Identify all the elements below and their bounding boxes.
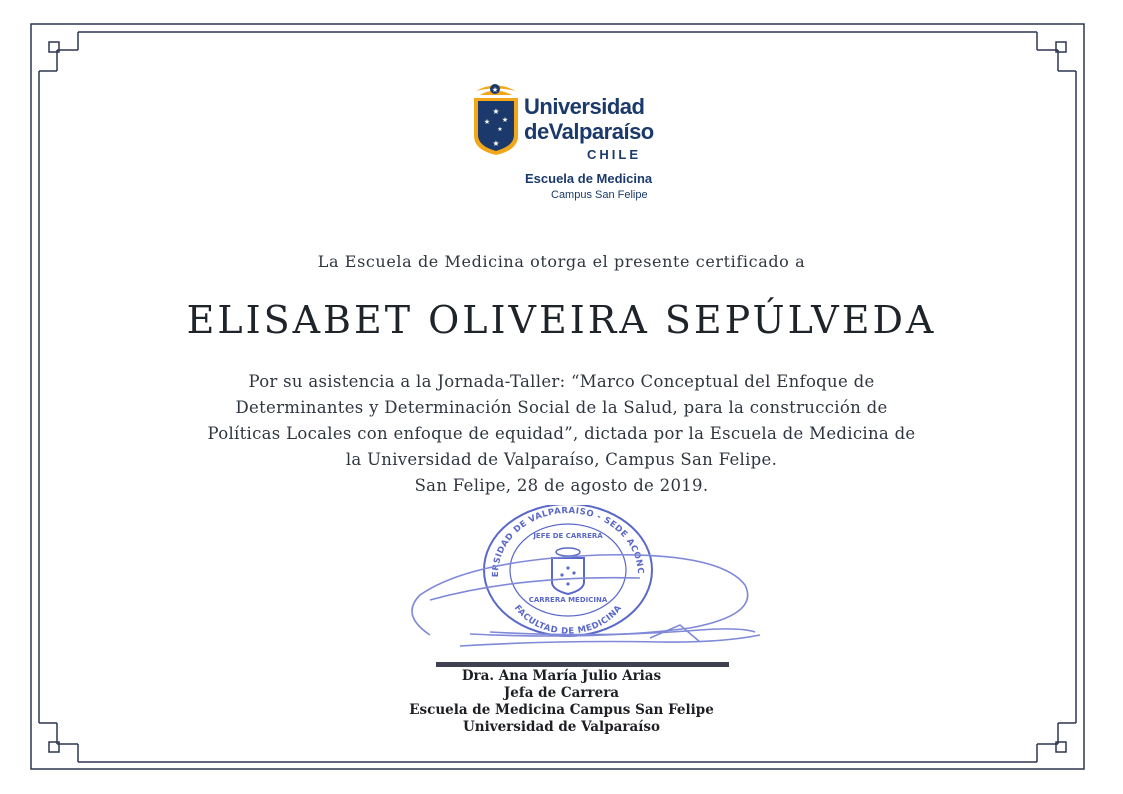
stamp-center-top: JEFE DE CARRERA bbox=[533, 532, 603, 540]
svg-text:★: ★ bbox=[491, 86, 499, 94]
body-line: Por su asistencia a la Jornada-Taller: “Marco Conceptual del Enfoque de bbox=[248, 372, 875, 391]
stamp-center-bottom: CARRERA MEDICINA bbox=[528, 596, 608, 604]
logo-name-line1: Universidad bbox=[524, 94, 645, 119]
svg-text:★: ★ bbox=[501, 116, 509, 124]
svg-text:★: ★ bbox=[497, 126, 503, 133]
signatory-name: Dra. Ana María Julio Arias bbox=[461, 668, 662, 684]
svg-text:★: ★ bbox=[483, 118, 491, 126]
certificate-body bbox=[150, 369, 973, 499]
official-stamp bbox=[400, 505, 770, 665]
recipient-name: ELISABET OLIVEIRA SEPÚLVEDA bbox=[186, 298, 937, 342]
logo-name-line2: deValparaíso bbox=[524, 119, 654, 144]
signature-line bbox=[436, 662, 729, 667]
body-line: Determinantes y Determinación Social de la Salud, para la construcción de bbox=[235, 398, 888, 417]
svg-text:★: ★ bbox=[492, 107, 500, 116]
svg-text:FACULTAD DE MEDICINA: FACULTAD DE MEDICINA bbox=[511, 603, 625, 637]
svg-text:UNIVERSIDAD DE VALPARAISO - SE: ERSIDAD DE VALPARAISO - SEDE ACONC bbox=[490, 505, 646, 578]
sun-icon bbox=[476, 84, 516, 95]
logo-school: Escuela de Medicina bbox=[525, 171, 653, 186]
signatory-role: Jefa de Carrera bbox=[503, 685, 620, 701]
stamp-shield-icon bbox=[552, 548, 584, 594]
signatory-school: Escuela de Medicina Campus San Felipe bbox=[409, 702, 714, 718]
body-line: San Felipe, 28 de agosto de 2019. bbox=[414, 476, 709, 495]
shield-icon bbox=[474, 98, 518, 155]
body-line: la Universidad de Valparaíso, Campus San Felipe. bbox=[345, 450, 778, 469]
logo-country: CHILE bbox=[587, 147, 641, 162]
logo-campus: Campus San Felipe bbox=[551, 189, 648, 201]
signatory-block bbox=[0, 668, 1123, 736]
certificate-intro: La Escuela de Medicina otorga el presente certificado a bbox=[317, 252, 806, 271]
body-line: Políticas Locales con enfoque de equidad”, dictada por la Escuela de Medicina de bbox=[207, 424, 916, 443]
svg-text:★: ★ bbox=[492, 139, 500, 148]
signatory-university: Universidad de Valparaíso bbox=[463, 719, 660, 735]
